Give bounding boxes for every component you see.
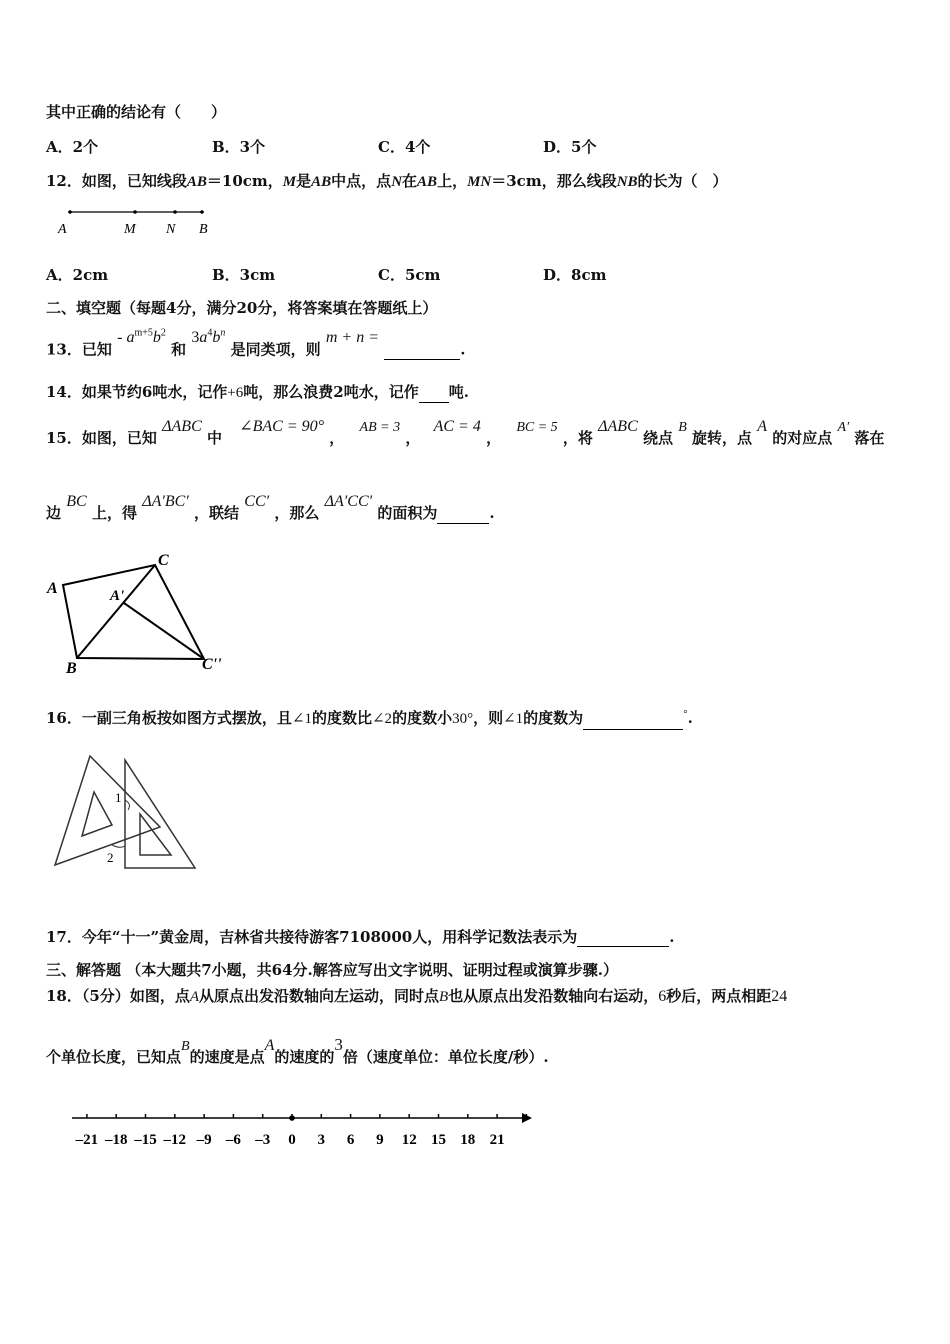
q15-stem-line1: 15．如图，已知 ΔABC 中 ∠BAC = 90° ， AB = 3 ， AC = 4 ， BC = 5 ，将 ΔABC 绕点 B 旋转，点 A 的对应点 A′ 落在	[46, 418, 885, 447]
axis-tick-label: –15	[134, 1132, 157, 1148]
segment-a-prime-c-prime	[124, 603, 204, 659]
board-2-outer	[125, 760, 195, 868]
q16-answer-blank[interactable]	[583, 713, 683, 730]
q12-stem: 12．如图，已知线段AB＝10cm，M是AB中点，点N在AB上，MN＝3cm，那么线段NB的长为（ ）	[46, 172, 728, 190]
q15-stem-line2: 边 BC 上，得 ΔA′BC′ ，联结 CC′ ，那么 ΔA′CC′ 的面积为 .	[46, 493, 495, 522]
label-n: N	[166, 222, 176, 237]
axis-tick-label: –12	[163, 1132, 187, 1148]
label-m: M	[124, 222, 136, 237]
label-angle-1: 1	[115, 790, 122, 805]
label-angle-2: 2	[107, 850, 114, 865]
point-b	[200, 210, 204, 214]
axis-tick-label: 18	[460, 1132, 476, 1148]
axis-tick-label: 6	[346, 1132, 355, 1148]
angle-2-arc	[112, 845, 125, 847]
label-b: B	[66, 660, 77, 677]
q17-answer-blank[interactable]	[577, 930, 669, 947]
point-a	[68, 210, 72, 214]
q14-answer-blank[interactable]	[419, 386, 449, 403]
q12-option-b: B．3cm	[212, 266, 276, 284]
section-3-heading: 三、解答题 （本大题共7小题，共64分.解答应写出文字说明、证明过程或演算步骤.）	[46, 961, 618, 979]
axis-tick-label: 15	[431, 1132, 446, 1148]
q15-answer-blank[interactable]	[437, 507, 489, 524]
axis-tick-label: –3	[255, 1132, 271, 1148]
label-c-prime: C''	[202, 656, 222, 673]
axis-tick-label: 12	[401, 1132, 417, 1148]
axis-tick-label: –21	[75, 1132, 99, 1148]
q13-stem: 13．已知 - $a^{m+5}b^2$ 和 $3a^4b^n$ 是同类项，则 m + n = .	[46, 328, 466, 359]
q18-stem-line1: 18．（5分）如图，点A从原点出发沿数轴向左运动，同时点B也从原点出发沿数轴向右运动，6秒后，两点相距24	[46, 987, 788, 1005]
q13-term2: $3a^4b^n$	[191, 328, 226, 347]
q11-option-d: D．5个	[543, 138, 597, 156]
q12-segment-diagram	[50, 200, 230, 242]
q13-answer-blank[interactable]	[384, 343, 460, 360]
q15-rotation-figure	[44, 545, 244, 677]
axis-tick-label: –6	[225, 1132, 241, 1148]
q11-option-a: A．2个	[46, 138, 99, 156]
board-1-inner	[82, 792, 112, 836]
q13-expr: m + n =	[325, 329, 379, 347]
q12-option-a: A．2cm	[46, 266, 109, 284]
label-a: A	[58, 222, 67, 237]
q12-option-d: D．8cm	[543, 266, 607, 284]
axis-tick-label: –9	[196, 1132, 212, 1148]
q13-term1: - $a^{m+5}b^2$	[117, 328, 166, 347]
point-n	[173, 210, 177, 214]
axis-tick-label: 0	[288, 1132, 296, 1148]
board-1-outer	[55, 756, 160, 865]
q18-number-line	[60, 1104, 540, 1154]
origin-point	[289, 1115, 295, 1121]
axis-tick-label: –18	[104, 1132, 128, 1148]
axis-tick-label: 9	[376, 1132, 384, 1148]
q11-option-c: C．4个	[378, 138, 431, 156]
axis-tick-label: 21	[489, 1132, 505, 1148]
label-a-prime: A'	[110, 588, 125, 604]
label-a: A	[47, 580, 58, 597]
q11-option-b: B．3个	[212, 138, 266, 156]
axis-tick-label: 3	[317, 1132, 326, 1148]
q14-stem: 14．如果节约6吨水，记作+6吨，那么浪费2吨水，记作 吨.	[46, 383, 469, 401]
board-2-inner	[140, 814, 171, 855]
section-2-heading: 二、填空题（每题4分，满分20分，将答案填在答题纸上）	[46, 299, 438, 317]
q11-stem: 其中正确的结论有（ ）	[46, 103, 227, 121]
q12-option-c: C．5cm	[378, 266, 441, 284]
q16-triangle-boards-figure	[50, 752, 200, 874]
label-c: C	[158, 552, 169, 569]
q16-stem: 16．一副三角板按如图方式摆放，且∠1的度数比∠2的度数小30°，则∠1的度数为 °.	[46, 708, 693, 730]
q18-stem-line2: 个单位长度，已知点B的速度是点A的速度的3倍（速度单位：单位长度/秒）.	[46, 1035, 549, 1066]
q17-stem: 17．今年“十一”黄金周，吉林省共接待游客7108000人，用科学记数法表示为 .	[46, 928, 675, 946]
point-m	[133, 210, 137, 214]
label-b: B	[199, 222, 208, 237]
